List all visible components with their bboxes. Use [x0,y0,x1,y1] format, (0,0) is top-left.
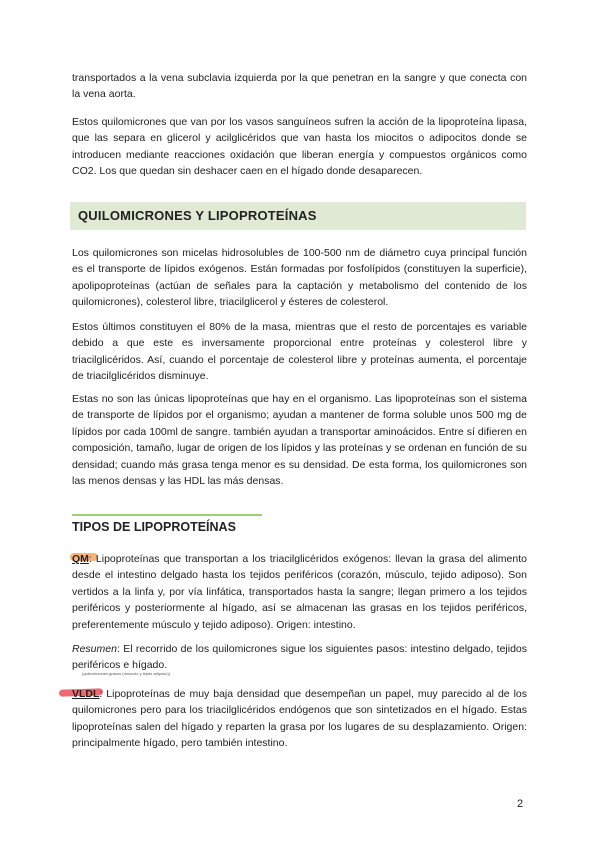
paragraph-text: Estas no son las únicas lipoproteínas que hay en el organismo. Las lipoproteínas son el sistema de transporte de lípidos por el organismo; ayudan a mantener de forma soluble unos 500 mg de lípidos por cada 100ml de sangre. también ayudan a transportar aminoácidos. Entre sí difieren en composición, tamaño, lugar de origen de los lípidos y las proteínas y se ordenan en función de su densidad; cuando más grasa tenga menor es su densidad. De esta forma, los quilomicrones son las menos densas y las HDL las más densas. [72,393,527,488]
paragraph-lipoproteina-lipasa [72,114,527,180]
paragraph-composition [72,319,527,385]
paragraph-text: Estos quilomicrones que van por los vasos sanguíneos sufren la acción de la lipoproteína lipasa, que las separa en glicerol y acilglicéridos que van hasta los miocitos o adipocitos donde se introducen mediante reacciones oxidación que liberan energía y compuestos orgánicos como CO2. Los que quedan sin deshacer caen en el hígado donde desaparecen. [72,116,527,178]
paragraph-text: transportados a la vena subclavia izquierda por la que penetran en la sangre y que conecta con la vena aorta. [72,72,527,101]
resumen-label: Resumen [72,643,117,655]
paragraph-vldl [72,686,527,752]
green-divider [72,514,262,516]
paragraph-lipoproteins-system [72,391,527,489]
qm-label: QM [72,553,89,565]
vldl-label: VLDL [72,688,100,700]
paragraph-text: Los quilomicrones son micelas hidrosolubles de 100-500 nm de diámetro cuya principal función es el transporte de lípidos exógenos. Están formadas por fosfolípidos (constituyen la superficie), apolipoproteínas (actúan de señales para la captación y metabolismo del contenido de los quilomicrones), colesterol libre, triacilglicerol y ésteres de colesterol. [72,247,527,309]
paragraph-resumen [72,641,527,674]
paragraph-text: Estos últimos constituyen el 80% de la masa, mientras que el resto de porcentajes es variable debido a que este es inversamente proporcional entre proteínas y colesterol libre y triacilglicéridos. Así, cuando el porcentaje de colesterol libre y proteínas aumenta, el porcentaje de triacilglicéridos disminuye. [72,321,527,383]
section-title-tipos: TIPOS DE LIPOPROTEÍNAS [72,520,236,534]
paragraph-text: : Lipoproteínas que transportan a los triacilglicéridos exógenos: llevan la grasa del alimento desde el intestino delgado hasta los tejidos periféricos (corazón, músculo, tejido adiposo). Son vertidos a la linfa y, por vía linfática, transportados hasta la sangre; llegan primero a los tejidos periféricos y posteriormente al hígado, así se almacenan las grasas en los tejidos periféricos, preferentemente músculo y tejido adiposo). Origen: intestino. [72,553,527,631]
paragraph-vena-subclavia [72,70,527,103]
paragraph-quilomicrones-definition [72,245,527,311]
handwritten-note: (quilomicrones grasos (músculo y tejido adiposo)) [82,671,171,676]
paragraph-text: : El recorrido de los quilomicrones sigue los siguientes pasos: intestino delgado, tejidos periféricos e hígado. [72,643,527,672]
page-number: 2 [517,798,524,810]
section-title-quilomicrones: QUILOMICRONES Y LIPOPROTEÍNAS [78,208,317,223]
paragraph-text: : Lipoproteínas de muy baja densidad que desempeñan un papel, muy parecido al de los quilomicrones pero para los triacilglicéridos endógenos que son sintetizados en el hígado. Estas lipoproteínas salen del hígado y reparten la grasa por los lugares de su desplazamiento. Origen: principalmente hígado, pero también intestino. [72,688,527,750]
paragraph-qm [72,551,527,633]
